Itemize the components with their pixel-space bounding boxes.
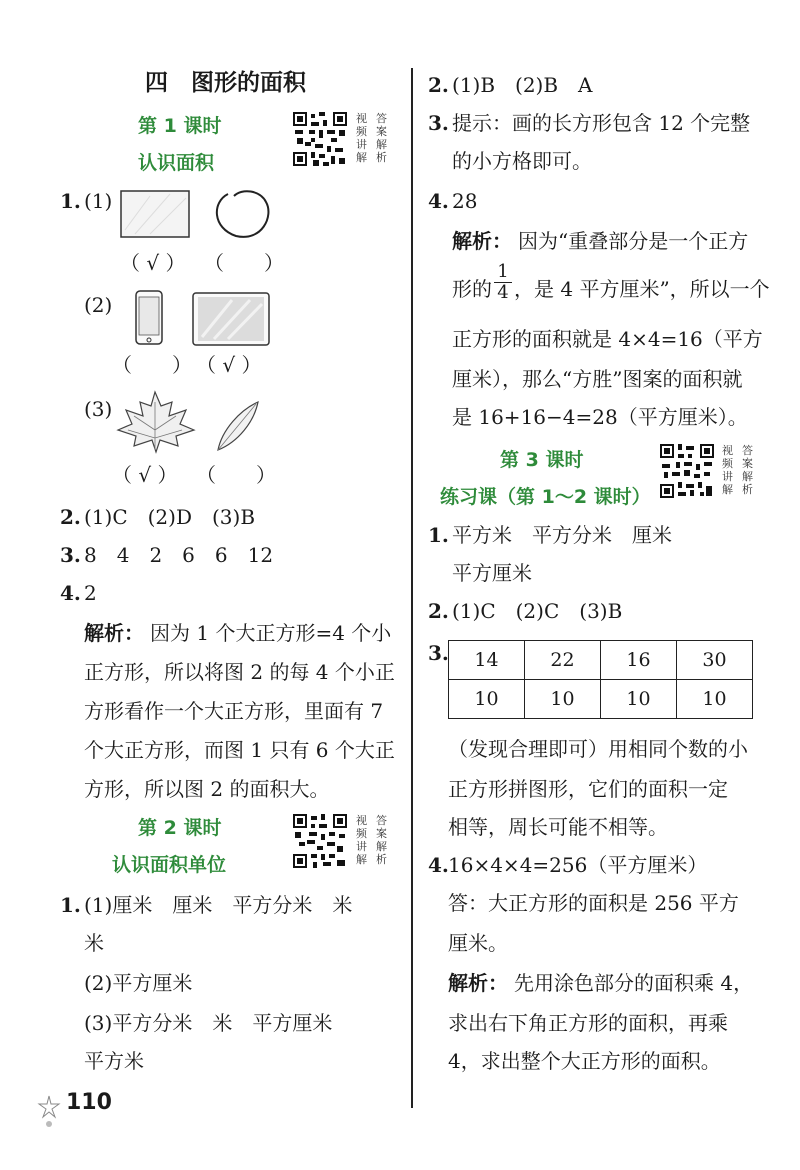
table-cell: 10 <box>525 680 601 719</box>
phone-image <box>134 290 164 346</box>
l1-q3-number: 3. <box>60 543 81 567</box>
r-q3-number: 3. <box>428 111 449 135</box>
tablet-image <box>192 292 270 346</box>
chapter-title: 四 图形的面积 <box>145 70 306 96</box>
lesson1-title: 第 1 课时 <box>138 115 222 137</box>
column-divider <box>411 68 413 1108</box>
qr-label-2: 答 案 解 析 <box>376 814 387 866</box>
r-analysis-label: 解析： <box>452 229 512 253</box>
qr-label: 视 频 讲 解 <box>356 112 367 164</box>
table-cell: 16 <box>601 641 677 680</box>
l1-q2-answer: (1)C (2)D (3)B <box>84 505 256 529</box>
l2-answer-line: (1)厘米 厘米 平方分米 米 <box>84 893 353 917</box>
table-row <box>449 680 753 719</box>
l3-q3-line: （发现合理即可）用相同个数的小 <box>448 737 748 761</box>
lesson2-subtitle: 认识面积单位 <box>112 854 227 876</box>
r-q3-line: 提示：画的长方形包含 12 个完整 <box>452 111 751 135</box>
page-number: 110 <box>66 1090 112 1115</box>
l1-q1-p3-answer-a: （ √ ） <box>112 463 178 487</box>
r-q4-number: 4. <box>428 189 449 213</box>
l1-analysis-line: 正方形，所以将图 2 的每 4 个小正 <box>84 660 395 684</box>
r-analysis-line: 正方形的面积就是 4×4=16（平方 <box>452 327 763 351</box>
qr-code-icon[interactable] <box>293 112 347 166</box>
table-cell: 30 <box>677 641 753 680</box>
l3-q1-number: 1. <box>428 523 449 547</box>
l2-answer-line: (3)平方分米 米 平方厘米 <box>84 1011 333 1035</box>
r-q2-answer: (1)B (2)B A <box>452 73 593 97</box>
l1-analysis-label: 解析： <box>84 621 144 645</box>
l3-q2-number: 2. <box>428 599 449 623</box>
l2-answer-line: (2)平方厘米 <box>84 971 193 995</box>
r-analysis-line: 是 16+16−4=28（平方厘米）。 <box>452 405 748 429</box>
l1-q4-number: 4. <box>60 581 81 605</box>
l3-analysis-line: 4，求出整个大正方形的面积。 <box>448 1049 721 1073</box>
r-q2-number: 2. <box>428 73 449 97</box>
r-analysis-line: 厘米），那么“方胜”图案的面积就 <box>452 367 743 391</box>
fraction-numerator: 1 <box>497 261 509 282</box>
l1-q2-number: 2. <box>60 505 81 529</box>
l3-q4-answer-line: 厘米。 <box>448 931 508 955</box>
table-cell: 10 <box>449 680 525 719</box>
l3-q4-number: 4. <box>428 853 449 877</box>
answer-table <box>448 640 753 719</box>
rectangle-shape-image <box>120 190 190 238</box>
l2-answer-line: 米 <box>84 931 104 955</box>
l1-q1-p1-answer-a: （ √ ） <box>120 251 186 275</box>
qr-label: 视 频 讲 解 <box>722 444 733 496</box>
decorative-star-icon <box>36 1094 62 1130</box>
l1-q4-answer: 2 <box>84 581 97 605</box>
l1-q1-p2-answer-a: （ ） <box>112 353 192 377</box>
fraction-denominator: 4 <box>494 282 512 303</box>
table-row <box>449 641 753 680</box>
l3-q3-line: 相等，周长可能不相等。 <box>448 815 668 839</box>
l1-q1-p2-answer-b: （ √ ） <box>196 353 262 377</box>
r-q3-line: 的小方格即可。 <box>452 149 592 173</box>
lesson1-subtitle: 认识面积 <box>138 152 215 174</box>
table-cell: 14 <box>449 641 525 680</box>
l1-analysis-line: 方形，所以图 2 的面积大。 <box>84 777 330 801</box>
l1-q1-p3-answer-b: （ ） <box>196 463 276 487</box>
l1-analysis-line: 个大正方形，而图 1 只有 6 个大正 <box>84 738 395 762</box>
l1-q3-answer: 8 4 2 6 6 12 <box>84 543 274 567</box>
open-curve-image <box>208 186 274 242</box>
l3-q1-line: 平方米 平方分米 厘米 <box>452 523 672 547</box>
r-analysis-line-post: ，是 4 平方厘米”，所以一个 <box>514 277 770 301</box>
lesson3-subtitle: 练习课（第 1～2 课时） <box>440 486 651 508</box>
maple-leaf-image <box>114 390 196 454</box>
table-cell: 22 <box>525 641 601 680</box>
l3-analysis-line: 先用涂色部分的面积乘 4， <box>514 971 754 995</box>
l3-analysis-label: 解析： <box>448 971 508 995</box>
l2-answer-line: 平方米 <box>84 1049 144 1073</box>
l1-analysis-line: 方形看作一个大正方形，里面有 7 <box>84 699 384 723</box>
qr-label-2: 答 案 解 析 <box>742 444 753 496</box>
fraction <box>494 262 512 303</box>
table-cell: 10 <box>677 680 753 719</box>
qr-code-icon[interactable] <box>293 814 347 868</box>
l1-q1-p1-answer-b: （ ） <box>204 251 284 275</box>
l1-q1-number: 1. <box>60 189 81 213</box>
l1-q1-part1-label: (1) <box>84 189 113 213</box>
qr-label: 视 频 讲 解 <box>356 814 367 866</box>
l1-analysis-line: 因为 1 个大正方形=4 个小 <box>150 621 392 645</box>
l3-q1-line: 平方厘米 <box>452 561 532 585</box>
r-q4-answer: 28 <box>452 189 478 213</box>
l3-q4-answer-line: 答：大正方形的面积是 256 平方 <box>448 891 739 915</box>
lesson2-title: 第 2 课时 <box>138 817 222 839</box>
l3-q4-equation: 16×4×4=256（平方厘米） <box>448 853 708 877</box>
l3-q3-number: 3. <box>428 641 449 665</box>
lesson3-title: 第 3 课时 <box>500 449 584 471</box>
l3-q3-line: 正方形拼图形，它们的面积一定 <box>448 777 728 801</box>
r-analysis-line-pre: 形的 <box>452 277 492 301</box>
r-analysis-line: 因为“重叠部分是一个正方 <box>518 229 749 253</box>
l1-q1-part3-label: (3) <box>84 397 113 421</box>
l1-q1-part2-label: (2) <box>84 293 113 317</box>
l3-q2-answer: (1)C (2)C (3)B <box>452 599 623 623</box>
qr-code-icon[interactable] <box>660 444 714 498</box>
willow-leaf-image <box>212 400 262 454</box>
l2-q1-number: 1. <box>60 893 81 917</box>
l3-analysis-line: 求出右下角正方形的面积，再乘 <box>448 1011 728 1035</box>
table-cell: 10 <box>601 680 677 719</box>
qr-label-2: 答 案 解 析 <box>376 112 387 164</box>
